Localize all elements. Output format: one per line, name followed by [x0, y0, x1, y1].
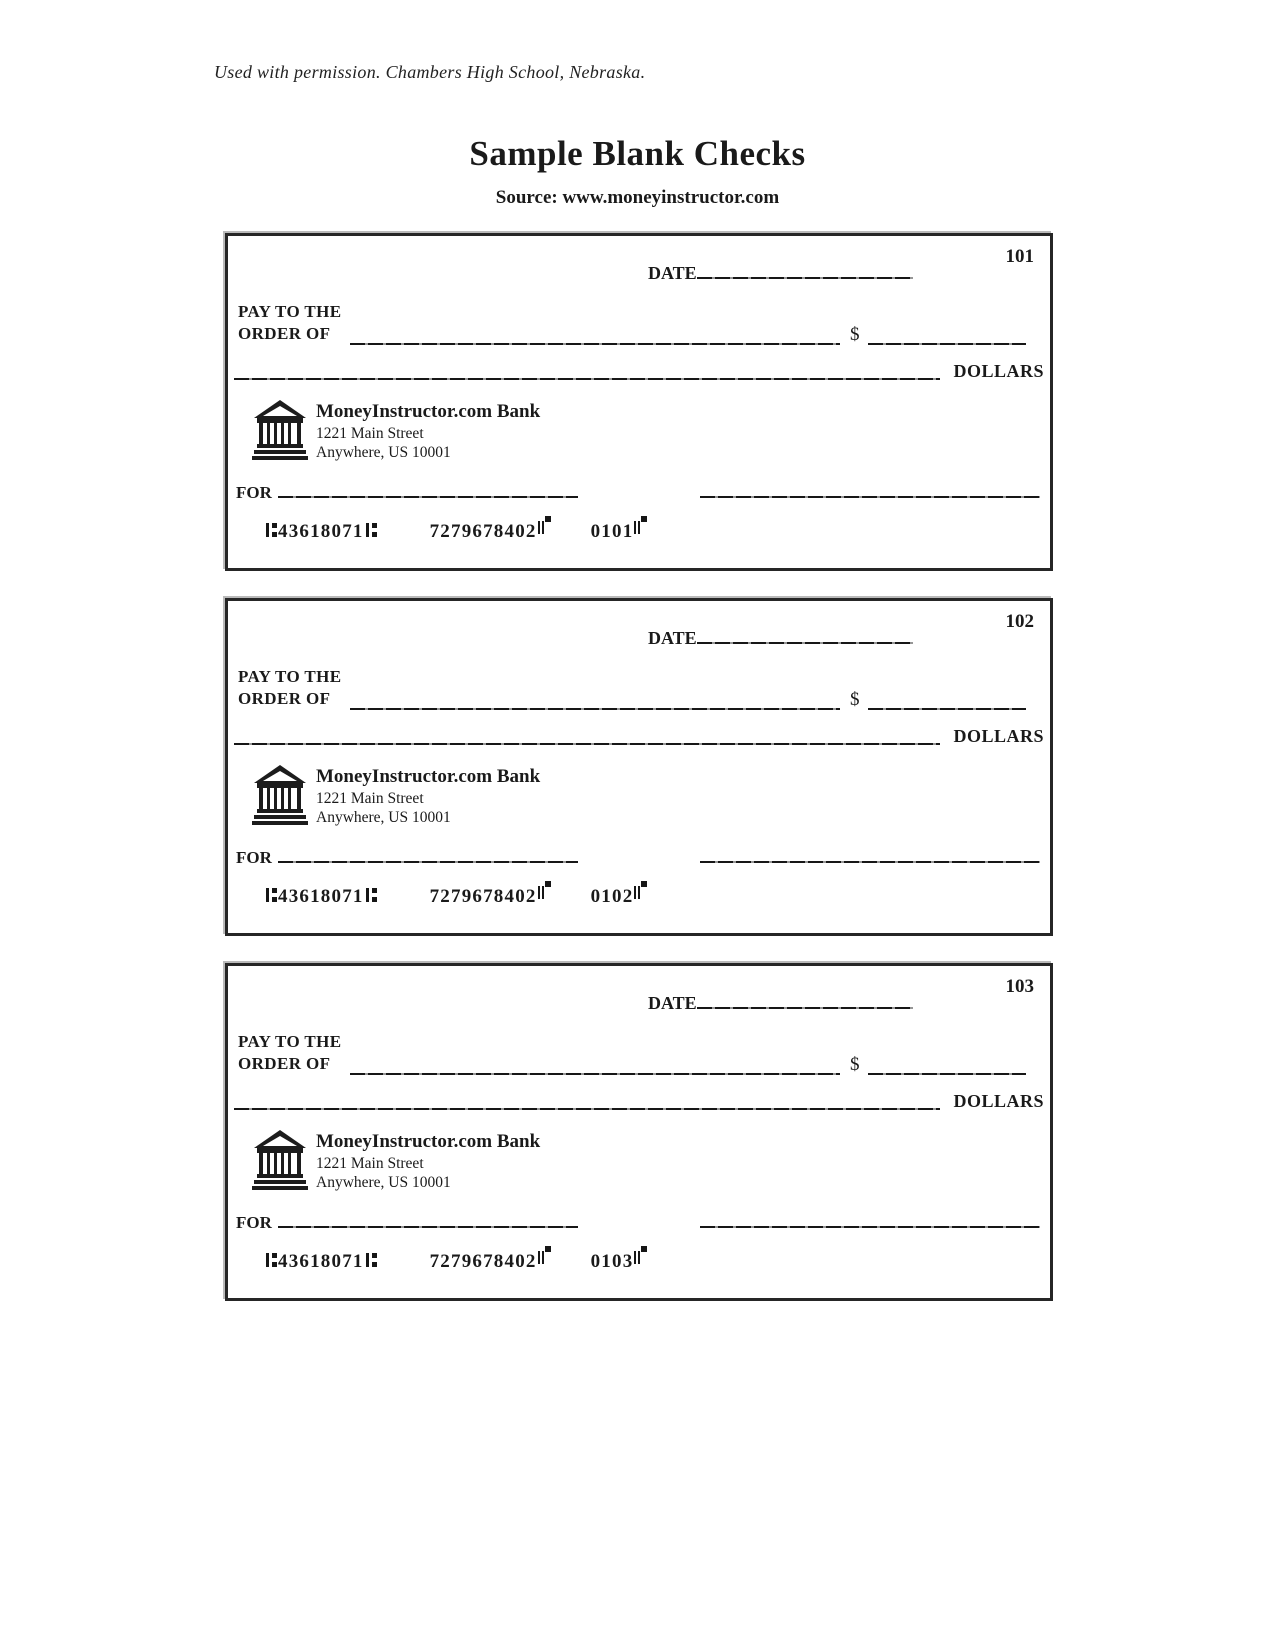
- dollars-label: DOLLARS: [953, 361, 1044, 381]
- micr-transit-icon: [364, 522, 378, 539]
- date-row: [648, 627, 913, 649]
- bank-address-line1: 1221 Main Street: [316, 790, 424, 807]
- dollars-label: DOLLARS: [953, 726, 1044, 746]
- date-label: DATE: [648, 628, 697, 648]
- micr-routing-group: [264, 1251, 378, 1273]
- bank-address-line1: 1221 Main Street: [316, 1155, 424, 1172]
- bank-address-line2: Anywhere, US 10001: [316, 444, 451, 461]
- micr-account-number: 7279678402: [429, 521, 537, 542]
- micr-routing-number: 43618071: [278, 886, 364, 907]
- check-number: 101: [1005, 246, 1034, 267]
- date-line: [697, 627, 913, 644]
- pay-to-the-label: PAY TO THE: [238, 302, 342, 321]
- memo-line: [278, 482, 578, 498]
- micr-line: [264, 516, 647, 543]
- micr-on-us-icon: [537, 1246, 551, 1264]
- amount-words-line: [234, 1094, 940, 1110]
- bank-name: MoneyInstructor.com Bank: [316, 401, 541, 422]
- micr-on-us-icon: [633, 881, 647, 899]
- micr-transit-icon: [264, 522, 278, 539]
- micr-serial-group: [591, 881, 648, 908]
- micr-transit-icon: [364, 887, 378, 904]
- micr-line: [264, 1246, 647, 1273]
- check-101: [225, 233, 1053, 571]
- micr-transit-icon: [364, 1252, 378, 1269]
- micr-on-us-icon: [633, 516, 647, 534]
- payee-line: [350, 694, 840, 710]
- attribution-note: Used with permission. Chambers High School, Nebraska.: [214, 62, 646, 82]
- signature-line: [700, 482, 1040, 498]
- source-line: Source: www.moneyinstructor.com: [495, 187, 780, 208]
- micr-account-group: [430, 1246, 551, 1273]
- pay-to-order-label: [238, 1031, 342, 1075]
- micr-check-serial: 0101: [590, 521, 634, 542]
- bank-name: MoneyInstructor.com Bank: [316, 766, 541, 787]
- bank-info: [316, 399, 540, 462]
- micr-on-us-icon: [633, 1246, 647, 1264]
- for-label: FOR: [236, 848, 272, 867]
- bank-info: [316, 764, 540, 827]
- micr-routing-group: [264, 886, 378, 908]
- date-line: [697, 262, 913, 279]
- micr-transit-icon: [264, 1252, 278, 1269]
- memo-line: [278, 1212, 578, 1228]
- amount-line: [868, 1059, 1026, 1075]
- pay-to-order-label: [238, 666, 342, 710]
- micr-on-us-icon: [537, 516, 551, 534]
- micr-check-serial: 0103: [590, 1251, 634, 1272]
- for-label: FOR: [236, 1213, 272, 1232]
- signature-line: [700, 1212, 1040, 1228]
- check-number: 102: [1005, 611, 1034, 632]
- amount-words-line: [234, 364, 940, 380]
- bank-block: [252, 764, 540, 827]
- micr-line: [264, 881, 647, 908]
- bank-building-icon: [252, 1129, 308, 1191]
- bank-address-line1: 1221 Main Street: [316, 425, 424, 442]
- memo-line: [278, 847, 578, 863]
- check-102: [225, 598, 1053, 936]
- bank-name: MoneyInstructor.com Bank: [316, 1131, 541, 1152]
- micr-transit-icon: [264, 887, 278, 904]
- dollar-sign: $: [850, 324, 860, 345]
- dollar-sign: $: [850, 1054, 860, 1075]
- payee-line: [350, 329, 840, 345]
- bank-building-icon: [252, 399, 308, 461]
- signature-line: [700, 847, 1040, 863]
- micr-routing-number: 43618071: [278, 521, 364, 542]
- pay-to-order-label: [238, 301, 342, 345]
- micr-serial-group: [591, 516, 648, 543]
- micr-on-us-icon: [537, 881, 551, 899]
- date-row: [648, 992, 913, 1014]
- bank-info: [316, 1129, 540, 1192]
- micr-routing-group: [264, 521, 378, 543]
- memo-row: [236, 1212, 578, 1233]
- date-label: DATE: [648, 263, 697, 283]
- bank-block: [252, 1129, 540, 1192]
- amount-line: [868, 329, 1026, 345]
- amount-words-line: [234, 729, 940, 745]
- pay-to-the-label: PAY TO THE: [238, 1032, 342, 1051]
- date-label: DATE: [648, 993, 697, 1013]
- dollar-sign: $: [850, 689, 860, 710]
- memo-row: [236, 847, 578, 868]
- dollars-label: DOLLARS: [953, 1091, 1044, 1111]
- check-103: [225, 963, 1053, 1301]
- micr-serial-group: [591, 1246, 648, 1273]
- pay-to-the-label: PAY TO THE: [238, 667, 342, 686]
- payee-line: [350, 1059, 840, 1075]
- bank-address-line2: Anywhere, US 10001: [316, 809, 451, 826]
- check-number: 103: [1005, 976, 1034, 997]
- bank-address-line2: Anywhere, US 10001: [316, 1174, 451, 1191]
- amount-line: [868, 694, 1026, 710]
- page-title: Sample Blank Checks: [469, 134, 806, 173]
- micr-routing-number: 43618071: [278, 1251, 364, 1272]
- date-row: [648, 262, 913, 284]
- memo-row: [236, 482, 578, 503]
- micr-account-number: 7279678402: [429, 886, 537, 907]
- for-label: FOR: [236, 483, 272, 502]
- micr-account-number: 7279678402: [429, 1251, 537, 1272]
- micr-account-group: [430, 881, 551, 908]
- date-line: [697, 992, 913, 1009]
- order-of-label: ORDER OF: [238, 324, 331, 343]
- micr-check-serial: 0102: [590, 886, 634, 907]
- checks-column: [225, 233, 1053, 1328]
- micr-account-group: [430, 516, 551, 543]
- bank-building-icon: [252, 764, 308, 826]
- order-of-label: ORDER OF: [238, 1054, 331, 1073]
- bank-block: [252, 399, 540, 462]
- order-of-label: ORDER OF: [238, 689, 331, 708]
